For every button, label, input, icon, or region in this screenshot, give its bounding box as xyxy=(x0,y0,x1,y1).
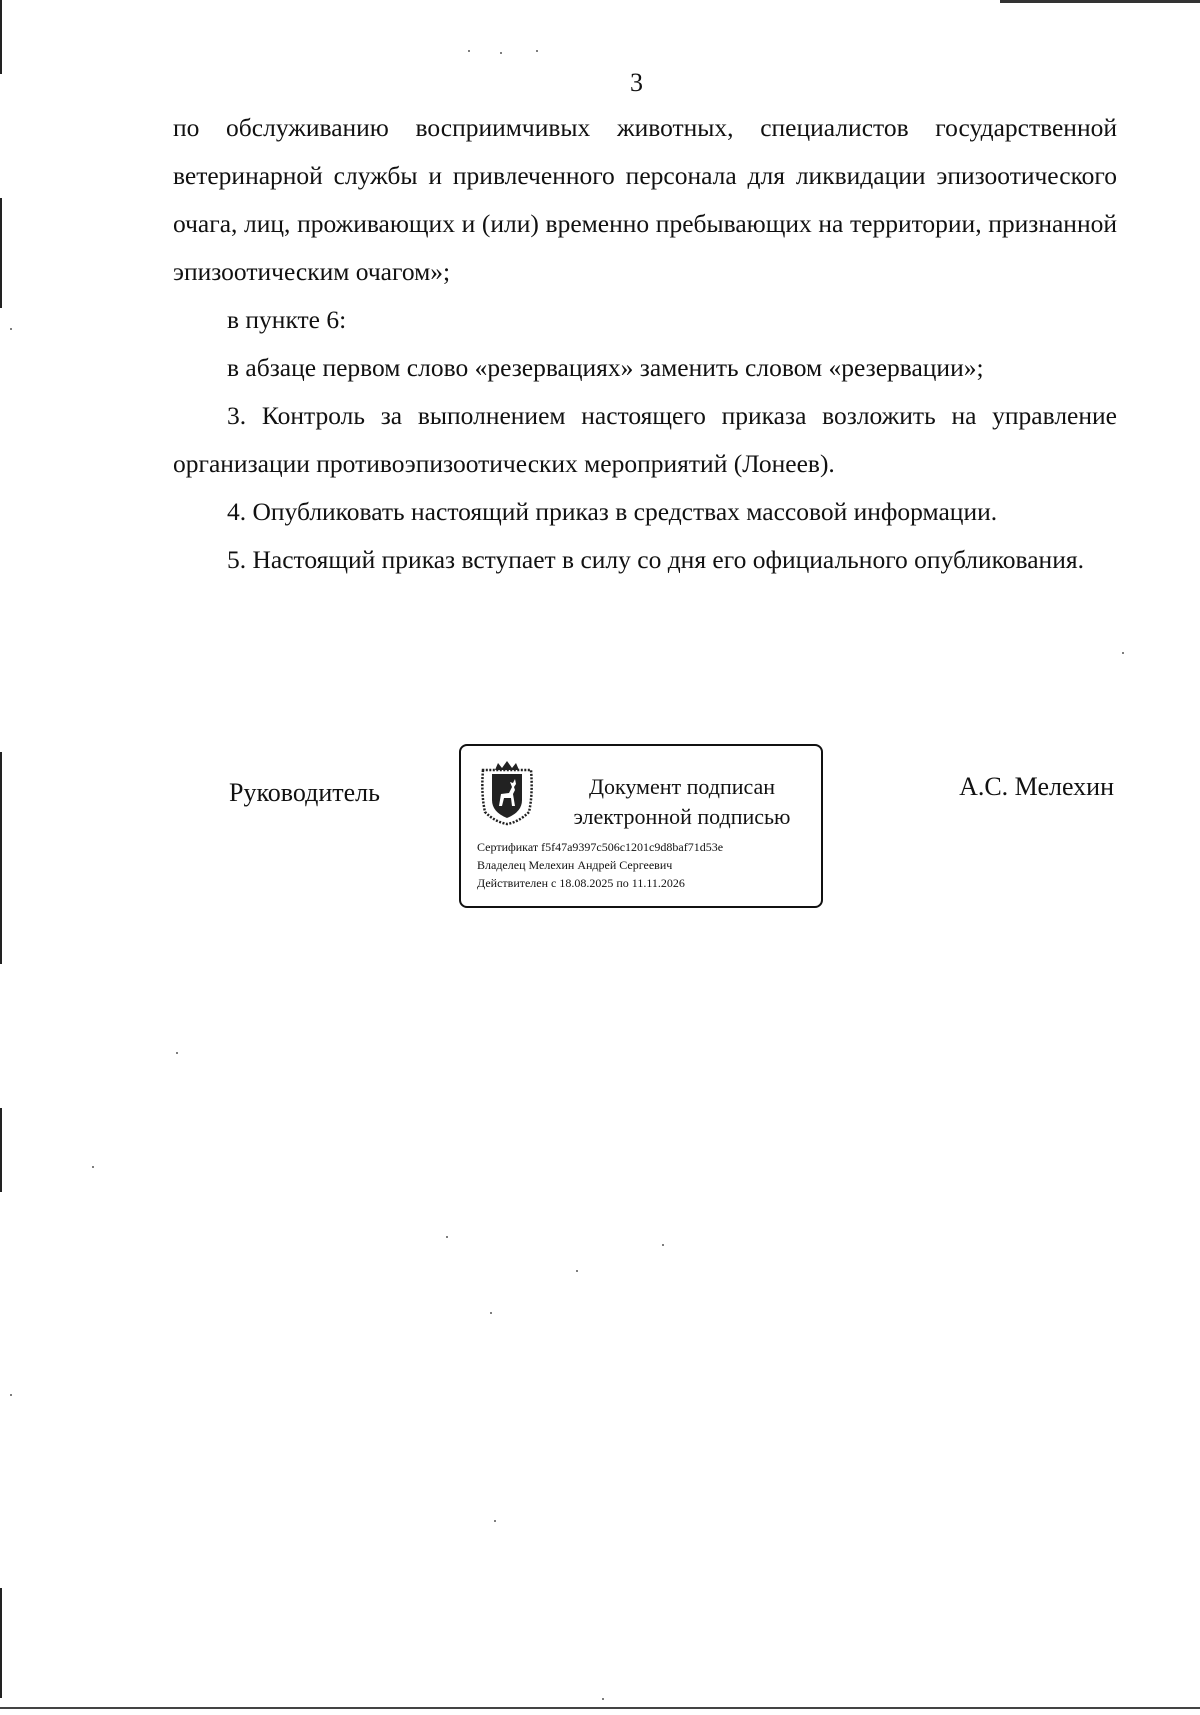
scan-speck xyxy=(602,1698,604,1700)
scan-edge-mark xyxy=(0,0,2,74)
scan-speck xyxy=(468,50,470,52)
signatory-name: А.С. Мелехин xyxy=(959,772,1114,801)
scan-edge-mark xyxy=(0,1108,2,1192)
stamp-title-line: Документ подписан xyxy=(588,774,776,799)
scan-edge-mark xyxy=(0,1588,2,1698)
paragraph: в абзаце первом слово «резервациях» заменить словом «резервации»; xyxy=(227,353,984,382)
paragraph: в пункте 6: xyxy=(227,305,347,334)
stamp-validity: Действителен с 18.08.2025 по 11.11.2026 xyxy=(477,876,685,890)
scan-speck xyxy=(10,1394,12,1396)
scan-edge-mark xyxy=(0,198,2,308)
scan-edge-mark xyxy=(0,752,2,964)
scan-edge-mark xyxy=(1000,0,1200,3)
document-body xyxy=(173,104,1117,584)
stamp-details xyxy=(477,838,723,892)
signatory-position: Руководитель xyxy=(229,778,380,807)
scan-speck xyxy=(446,1236,448,1238)
scan-speck xyxy=(176,1052,178,1054)
scan-speck xyxy=(576,1270,578,1272)
scan-speck xyxy=(494,1520,496,1522)
coat-of-arms-deer-icon xyxy=(479,760,535,826)
electronic-signature-stamp xyxy=(459,744,823,908)
stamp-owner: Владелец Мелехин Андрей Сергеевич xyxy=(477,858,673,872)
stamp-title-line: электронной подписью xyxy=(573,804,791,829)
stamp-certificate: Сертификат f5f47a9397c506c1201c9d8baf71d53e xyxy=(477,840,724,854)
scan-speck xyxy=(662,1244,664,1246)
paragraph: 4. Опубликовать настоящий приказ в средствах массовой информации. xyxy=(227,497,998,526)
paragraph: по обслуживанию восприимчивых животных, специалистов государственной ветеринарной службы и привлеченного персонала для ликвидации эпизоотического очага, лиц, проживающих и (или) временно пребывающих на территории, признанной эпизоотическим очагом»; xyxy=(173,113,1117,286)
scan-speck xyxy=(92,1166,94,1168)
stamp-title xyxy=(551,772,813,832)
scan-speck xyxy=(490,1312,492,1314)
scan-speck xyxy=(1122,652,1124,654)
scan-speck xyxy=(500,52,502,54)
paragraph: 5. Настоящий приказ вступает в силу со дня его официального опубликования. xyxy=(227,545,1084,574)
scan-edge-mark xyxy=(0,1707,1200,1709)
page-number: 3 xyxy=(630,68,643,97)
scan-speck xyxy=(10,328,12,330)
scan-speck xyxy=(536,50,538,52)
paragraph: 3. Контроль за выполнением настоящего приказа возложить на управление организации противоэпизоотических мероприятий (Лонеев). xyxy=(173,401,1117,478)
